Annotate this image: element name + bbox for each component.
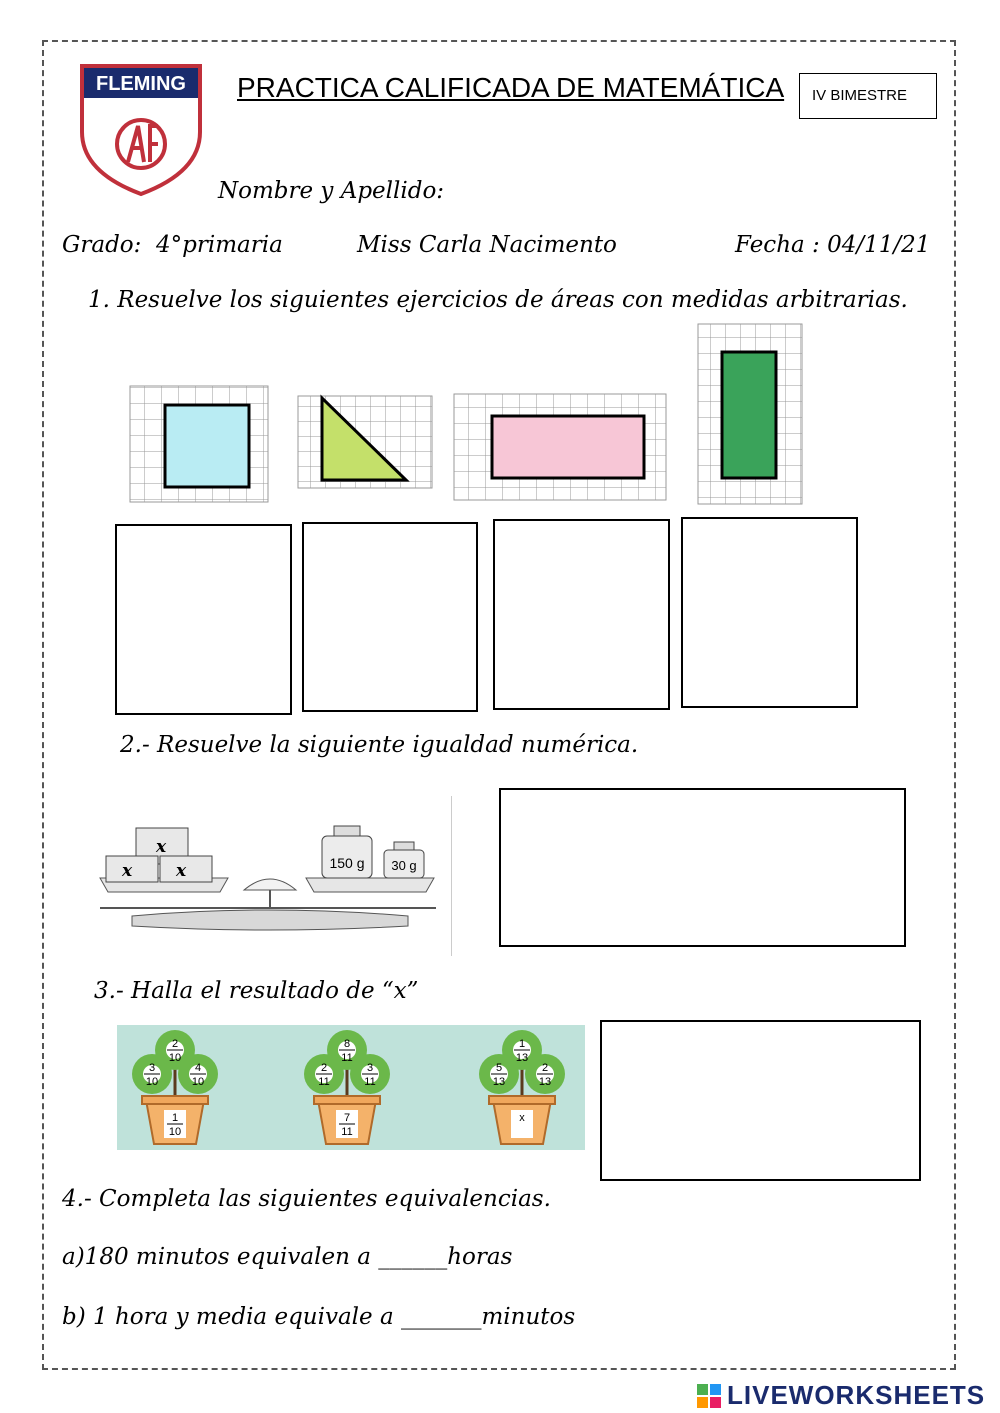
svg-text:4: 4	[194, 1062, 202, 1074]
svg-text:1: 1	[518, 1038, 526, 1050]
teacher-name: Miss Carla Nacimento	[357, 232, 617, 258]
answer-box-rectangle[interactable]	[493, 519, 670, 710]
brand-text: LIVEWORKSHEETS	[727, 1380, 986, 1410]
svg-text:13: 13	[492, 1076, 506, 1088]
svg-text:11: 11	[318, 1076, 330, 1088]
term-badge: IV BIMESTRE	[799, 73, 937, 119]
svg-text:10: 10	[168, 1052, 182, 1064]
grade-label: Grado:	[62, 232, 142, 258]
svg-text:10: 10	[145, 1076, 159, 1088]
svg-text:11: 11	[364, 1076, 376, 1088]
box-label: x	[122, 861, 133, 881]
liveworksheets-icon	[697, 1384, 721, 1408]
answer-box-q3[interactable]	[600, 1020, 921, 1181]
answer-box-square[interactable]	[115, 524, 292, 715]
grid-square-figure	[128, 372, 288, 506]
svg-text:8: 8	[343, 1038, 351, 1050]
svg-text:11: 11	[341, 1052, 353, 1064]
answer-box-triangle[interactable]	[302, 522, 478, 712]
svg-text:1: 1	[171, 1112, 179, 1124]
name-label: Nombre y Apellido:	[218, 178, 445, 204]
q4-item-b: b) 1 hora y media equivale a _______minutos	[62, 1304, 576, 1330]
svg-text:11: 11	[341, 1126, 353, 1138]
grid-rectangle-figure	[452, 392, 668, 504]
q4-prompt: 4.- Completa las siguientes equivalencias.	[62, 1186, 551, 1212]
grade-value: 4°primaria	[156, 232, 283, 258]
answer-box-q2[interactable]	[499, 788, 906, 947]
svg-text:10: 10	[168, 1126, 182, 1138]
weight-150-label: 150 g	[329, 855, 365, 871]
q1-prompt: 1. Resuelve los siguientes ejercicios de áreas con medidas arbitrarias.	[88, 287, 908, 313]
q4-item-a: a)180 minutos equivalen a ______horas	[62, 1244, 513, 1270]
date-label: Fecha : 04/11/21	[735, 232, 931, 258]
svg-text:10: 10	[191, 1076, 205, 1088]
q2-prompt: 2.- Resuelve la siguiente igualdad numérica.	[120, 732, 639, 758]
svg-text:13: 13	[515, 1052, 529, 1064]
grid-triangle-figure	[296, 392, 436, 492]
pot-fraction	[519, 1112, 525, 1124]
box-label: x	[156, 837, 167, 857]
balance-scale-figure	[96, 820, 442, 940]
clover-plant	[302, 1028, 392, 1146]
clover-plant	[477, 1028, 567, 1146]
svg-text:x: x	[519, 1112, 525, 1124]
svg-text:13: 13	[538, 1076, 552, 1088]
school-name-text: FLEMING	[96, 73, 186, 95]
svg-text:5: 5	[495, 1062, 503, 1074]
svg-text:7: 7	[343, 1112, 351, 1124]
page-title: PRACTICA CALIFICADA DE MATEMÁTICA	[237, 72, 785, 103]
svg-text:2: 2	[541, 1062, 549, 1074]
weight-30-label: 30 g	[391, 858, 417, 873]
school-logo	[78, 62, 204, 198]
box-label: x	[176, 861, 187, 881]
answer-box-tall-rectangle[interactable]	[681, 517, 858, 708]
footer-logo	[697, 1380, 985, 1411]
svg-text:2: 2	[320, 1062, 328, 1074]
grid-tall-rectangle-figure	[696, 322, 804, 506]
svg-text:2: 2	[171, 1038, 179, 1050]
clover-plant	[130, 1028, 220, 1146]
divider-line	[451, 796, 452, 956]
svg-text:3: 3	[148, 1062, 156, 1074]
q3-prompt: 3.- Halla el resultado de “x”	[94, 978, 419, 1004]
svg-text:3: 3	[366, 1062, 374, 1074]
